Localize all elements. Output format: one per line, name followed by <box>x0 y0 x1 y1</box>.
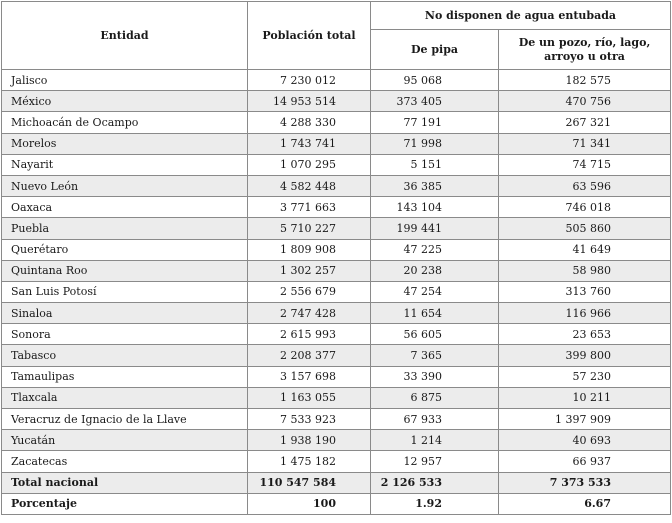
cell-pipa: 1 214 <box>371 430 499 451</box>
cell-poblacion: 2 615 993 <box>248 324 371 345</box>
cell-entidad: Zacatecas <box>2 451 248 472</box>
cell-entidad: Tamaulipas <box>2 366 248 387</box>
cell-poblacion: 7 533 923 <box>248 409 371 430</box>
cell-pipa: 95 068 <box>371 70 499 91</box>
cell-entidad: San Luis Potosí <box>2 281 248 302</box>
cell-pct-pipa: 1.92 <box>371 493 499 514</box>
table-row <box>2 366 671 387</box>
header-no-agua-group: No disponen de agua entubada <box>371 2 671 30</box>
cell-pct-pozo: 6.67 <box>499 493 671 514</box>
cell-poblacion: 4 288 330 <box>248 112 371 133</box>
cell-pozo: 58 980 <box>499 260 671 281</box>
header-pozo: De un pozo, río, lago, arroyo u otra <box>499 30 671 70</box>
cell-entidad: Morelos <box>2 133 248 154</box>
cell-pozo: 1 397 909 <box>499 409 671 430</box>
cell-entidad: Puebla <box>2 218 248 239</box>
table-row <box>2 112 671 133</box>
header-poblacion: Población total <box>248 2 371 70</box>
cell-poblacion: 1 070 295 <box>248 154 371 175</box>
cell-entidad: Michoacán de Ocampo <box>2 112 248 133</box>
cell-entidad: Querétaro <box>2 239 248 260</box>
cell-entidad: Jalisco <box>2 70 248 91</box>
table-row <box>2 133 671 154</box>
table-row <box>2 303 671 324</box>
cell-pipa: 199 441 <box>371 218 499 239</box>
cell-entidad: Nuevo León <box>2 175 248 196</box>
percentage-row <box>2 493 671 514</box>
cell-pozo: 267 321 <box>499 112 671 133</box>
cell-pozo: 74 715 <box>499 154 671 175</box>
table-row <box>2 430 671 451</box>
cell-pct-poblacion: 100 <box>248 493 371 514</box>
cell-total-pozo: 7 373 533 <box>499 472 671 493</box>
cell-entidad: Quintana Roo <box>2 260 248 281</box>
cell-pozo: 746 018 <box>499 197 671 218</box>
cell-pipa: 56 605 <box>371 324 499 345</box>
table-row <box>2 197 671 218</box>
table-row <box>2 451 671 472</box>
header-pipa: De pipa <box>371 30 499 70</box>
cell-entidad: Tlaxcala <box>2 387 248 408</box>
cell-entidad: Nayarit <box>2 154 248 175</box>
header-entidad: Entidad <box>2 2 248 70</box>
cell-poblacion: 5 710 227 <box>248 218 371 239</box>
cell-pipa: 20 238 <box>371 260 499 281</box>
cell-poblacion: 1 809 908 <box>248 239 371 260</box>
cell-pipa: 5 151 <box>371 154 499 175</box>
cell-entidad: Tabasco <box>2 345 248 366</box>
table-row <box>2 345 671 366</box>
cell-poblacion: 1 475 182 <box>248 451 371 472</box>
cell-pipa: 143 104 <box>371 197 499 218</box>
table-row <box>2 260 671 281</box>
cell-pozo: 182 575 <box>499 70 671 91</box>
cell-pipa: 11 654 <box>371 303 499 324</box>
cell-poblacion: 2 747 428 <box>248 303 371 324</box>
table-row <box>2 281 671 302</box>
water-access-table <box>1 1 671 515</box>
table-row <box>2 324 671 345</box>
cell-poblacion: 4 582 448 <box>248 175 371 196</box>
cell-pozo: 23 653 <box>499 324 671 345</box>
cell-poblacion: 3 771 663 <box>248 197 371 218</box>
cell-pozo: 63 596 <box>499 175 671 196</box>
cell-pipa: 7 365 <box>371 345 499 366</box>
cell-pozo: 10 211 <box>499 387 671 408</box>
cell-poblacion: 3 157 698 <box>248 366 371 387</box>
cell-pipa: 71 998 <box>371 133 499 154</box>
table-row <box>2 175 671 196</box>
cell-pipa: 47 254 <box>371 281 499 302</box>
cell-pipa: 67 933 <box>371 409 499 430</box>
table-row <box>2 239 671 260</box>
cell-entidad: Yucatán <box>2 430 248 451</box>
cell-entidad: Veracruz de Ignacio de la Llave <box>2 409 248 430</box>
cell-total-pipa: 2 126 533 <box>371 472 499 493</box>
cell-pipa: 36 385 <box>371 175 499 196</box>
cell-pipa: 6 875 <box>371 387 499 408</box>
cell-total-poblacion: 110 547 584 <box>248 472 371 493</box>
cell-pozo: 41 649 <box>499 239 671 260</box>
cell-entidad: México <box>2 91 248 112</box>
cell-poblacion: 2 208 377 <box>248 345 371 366</box>
table-row <box>2 154 671 175</box>
cell-entidad: Sonora <box>2 324 248 345</box>
cell-pipa: 12 957 <box>371 451 499 472</box>
cell-entidad: Oaxaca <box>2 197 248 218</box>
cell-pozo: 71 341 <box>499 133 671 154</box>
cell-pozo: 399 800 <box>499 345 671 366</box>
cell-pipa: 373 405 <box>371 91 499 112</box>
cell-pozo: 66 937 <box>499 451 671 472</box>
cell-total-label: Total nacional <box>2 472 248 493</box>
cell-poblacion: 14 953 514 <box>248 91 371 112</box>
cell-pozo: 313 760 <box>499 281 671 302</box>
table-row <box>2 218 671 239</box>
cell-poblacion: 2 556 679 <box>248 281 371 302</box>
cell-pozo: 116 966 <box>499 303 671 324</box>
table-body <box>2 70 671 515</box>
cell-pipa: 33 390 <box>371 366 499 387</box>
table-row <box>2 409 671 430</box>
cell-pct-label: Porcentaje <box>2 493 248 514</box>
cell-poblacion: 1 743 741 <box>248 133 371 154</box>
cell-pozo: 40 693 <box>499 430 671 451</box>
cell-pipa: 77 191 <box>371 112 499 133</box>
table-row <box>2 91 671 112</box>
cell-pozo: 57 230 <box>499 366 671 387</box>
table-row <box>2 387 671 408</box>
total-row <box>2 472 671 493</box>
cell-pozo: 505 860 <box>499 218 671 239</box>
cell-poblacion: 1 938 190 <box>248 430 371 451</box>
cell-poblacion: 7 230 012 <box>248 70 371 91</box>
table-row <box>2 70 671 91</box>
cell-entidad: Sinaloa <box>2 303 248 324</box>
cell-poblacion: 1 302 257 <box>248 260 371 281</box>
cell-pozo: 470 756 <box>499 91 671 112</box>
cell-pipa: 47 225 <box>371 239 499 260</box>
cell-poblacion: 1 163 055 <box>248 387 371 408</box>
